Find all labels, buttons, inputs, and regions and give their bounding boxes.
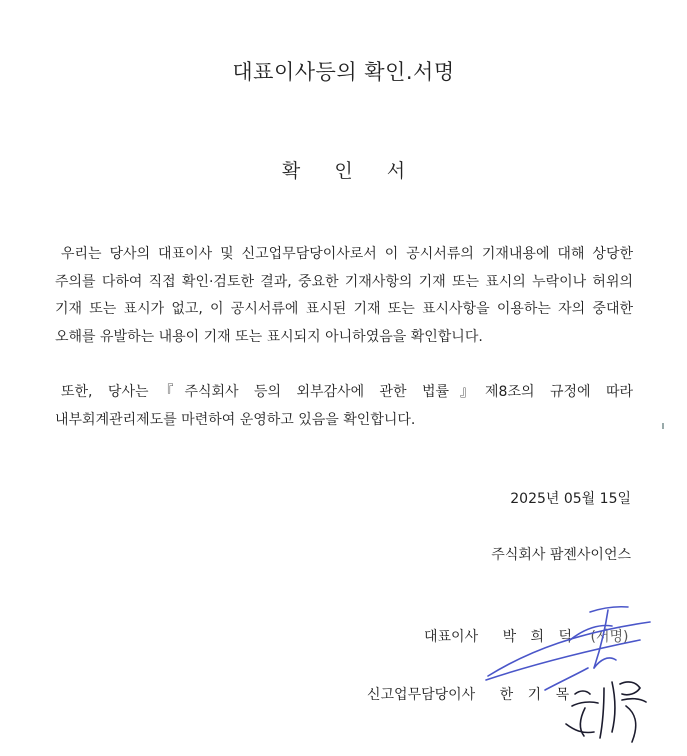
disclosure-officer-signature-row — [367, 684, 569, 704]
ceo-signature-row — [424, 626, 628, 646]
officer-name: 한 기 목 — [499, 687, 570, 703]
company-name: 주식회사 팜젠사이언스 — [491, 547, 631, 563]
document-title: 대표이사등의 확인.서명 — [232, 60, 455, 84]
ceo-name: 박 희 덕 — [502, 629, 573, 645]
margin-mark — [662, 423, 664, 429]
confirmation-paragraph: 우리는 당사의 대표이사 및 신고업무담당이사로서 이 공시서류의 기재내용에 대해 상당한 주의를 다하여 직접 확인·검토한 결과, 중요한 기재사항의 기재 또는 표시의 누락이나 허위의 기재 또는 표시가 없고, 이 공시서류에 표시된 기재 또는 표시사항을 이용하는 자의 중대한 오해를 유발하는 내용이 기재 또는 표시되지 아니하였음을 확인합니다. — [55, 246, 634, 345]
ceo-seal-label: (서명) — [590, 629, 629, 645]
document-date: 2025년 05월 15일 — [510, 491, 631, 507]
officer-handwritten-signature — [566, 682, 646, 742]
document-subtitle: 확 인 서 — [281, 160, 406, 182]
officer-role-label: 신고업무담당이사 — [367, 687, 476, 703]
internal-control-paragraph: 또한, 당사는『주식회사 등의 외부감사에 관한 법률』제8조의 규정에 따라 내부회계관리제도를 마련하여 운영하고 있음을 확인합니다. — [55, 384, 633, 428]
ceo-handwritten-signature — [486, 607, 650, 690]
ceo-role-label: 대표이사 — [424, 629, 479, 645]
